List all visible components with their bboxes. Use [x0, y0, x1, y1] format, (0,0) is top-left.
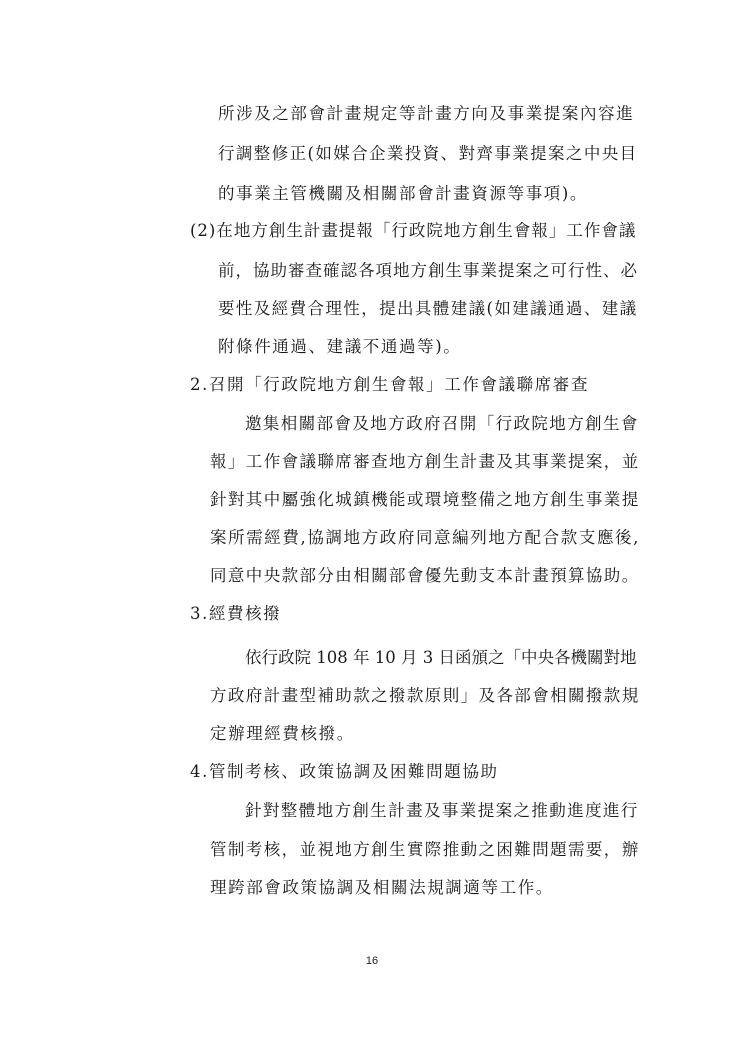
text-line: 定辦理經費核撥。	[210, 724, 355, 743]
text-line: 管制考核，並視地方創生實際推動之困難問題需要，辦	[210, 840, 640, 859]
text-line: 邀集相關部會及地方政府召開「行政院地方創生會	[245, 414, 639, 433]
text-line: 所涉及之部會計畫規定等計畫方向及事業提案內容進	[218, 104, 635, 123]
section-heading: 2.召開「行政院地方創生會報」工作會議聯席審查	[190, 375, 590, 394]
text-line: 附條件通過、建議不通過等)。	[218, 337, 462, 356]
section-heading: 4.管制考核、政策協調及困難問題協助	[190, 762, 499, 781]
text-line: 理跨部會政策協調及相關法規調適等工作。	[210, 878, 554, 897]
text-line: 報」工作會議聯席審查地方創生計畫及其事業提案，並	[210, 452, 640, 471]
page-number: 16	[365, 955, 379, 967]
text-line: 行調整修正(如媒合企業投資、對齊事業提案之中央目	[218, 144, 638, 163]
text-line: (2)在地方創生計畫提報「行政院地方創生會報」工作會議	[190, 221, 637, 240]
text-line: 依行政院 108 年 10 月 3 日函頒之「中央各機關對地	[245, 648, 637, 667]
text-line: 針對其中屬強化城鎮機能或環境整備之地方創生事業提	[210, 490, 640, 509]
text-line: 案所需經費,協調地方政府同意編列地方配合款支應後,	[210, 528, 640, 547]
text-line: 要性及經費合理性，提出具體建議(如建議通過、建議	[218, 299, 638, 318]
text-line: 的事業主管機關及相關部會計畫資源等事項)。	[218, 184, 589, 203]
text-line: 同意中央款部分由相關部會優先動支本計畫預算協助。	[210, 566, 640, 585]
section-heading: 3.經費核撥	[190, 604, 282, 623]
text-line: 針對整體地方創生計畫及事業提案之推動進度進行	[245, 801, 639, 820]
text-line: 前，協助審查確認各項地方創生事業提案之可行性、必	[218, 261, 638, 280]
text-line: 方政府計畫型補助款之撥款原則」及各部會相關撥款規	[210, 686, 640, 705]
